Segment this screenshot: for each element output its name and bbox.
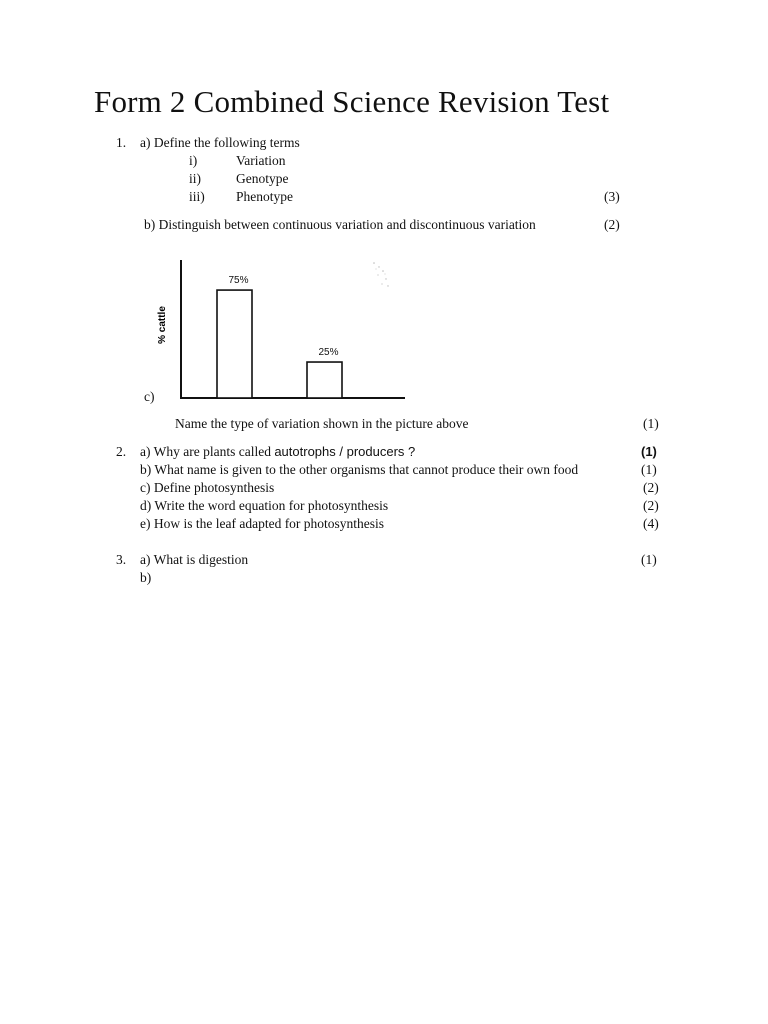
question-1b-text: b) Distinguish between continuous variation and discontinuous variation [144,217,536,232]
question-2a-emphasis: autotrophs / producers ? [274,444,416,459]
term-2-numeral: ii) [189,171,201,186]
question-3a-text: a) What is digestion [140,552,249,567]
question-1b-marks: (2) [604,217,620,232]
term-1-text: Variation [236,153,286,168]
question-1c-text: Name the type of variation shown in the picture above [175,416,469,431]
bar-1 [217,290,252,398]
question-2e-marks: (4) [643,516,659,531]
question-3-number: 3. [116,552,127,567]
question-1-number: 1. [116,135,127,150]
question-2c-text: c) Define photosynthesis [140,480,275,495]
term-2-text: Genotype [236,171,289,186]
question-2a-marks: (1) [641,444,657,459]
cattle-bar-chart [150,255,410,405]
page-title: Form 2 Combined Science Revision Test [94,84,610,119]
question-3b-text: b) [140,570,152,585]
question-1a-text: a) Define the following terms [140,135,300,150]
bar-2-data-label: 25% [318,347,339,359]
question-2-number: 2. [116,444,127,459]
question-2e-text: e) How is the leaf adapted for photosynthesis [140,516,385,531]
question-2d-marks: (2) [643,498,659,513]
question-1a-marks: (3) [604,189,620,204]
question-1c-label: c) [144,389,155,404]
bar-2 [307,362,342,398]
question-1c-marks: (1) [643,416,659,431]
term-3-numeral: iii) [189,189,205,204]
term-3-text: Phenotype [236,189,293,204]
bar-1-data-label: 75% [228,275,249,287]
question-2b-text: b) What name is given to the other organisms that cannot produce their own food [140,462,579,477]
question-2a-text: a) Why are plants called [140,444,275,459]
term-1-numeral: i) [189,153,198,168]
question-2b-marks: (1) [641,462,657,477]
question-3a-marks: (1) [641,552,657,567]
question-2d-text: d) Write the word equation for photosynthesis [140,498,389,513]
scan-speckles [373,262,389,287]
question-2c-marks: (2) [643,480,659,495]
question-2a-line [140,443,415,461]
y-axis-label: % cattle [157,306,168,344]
